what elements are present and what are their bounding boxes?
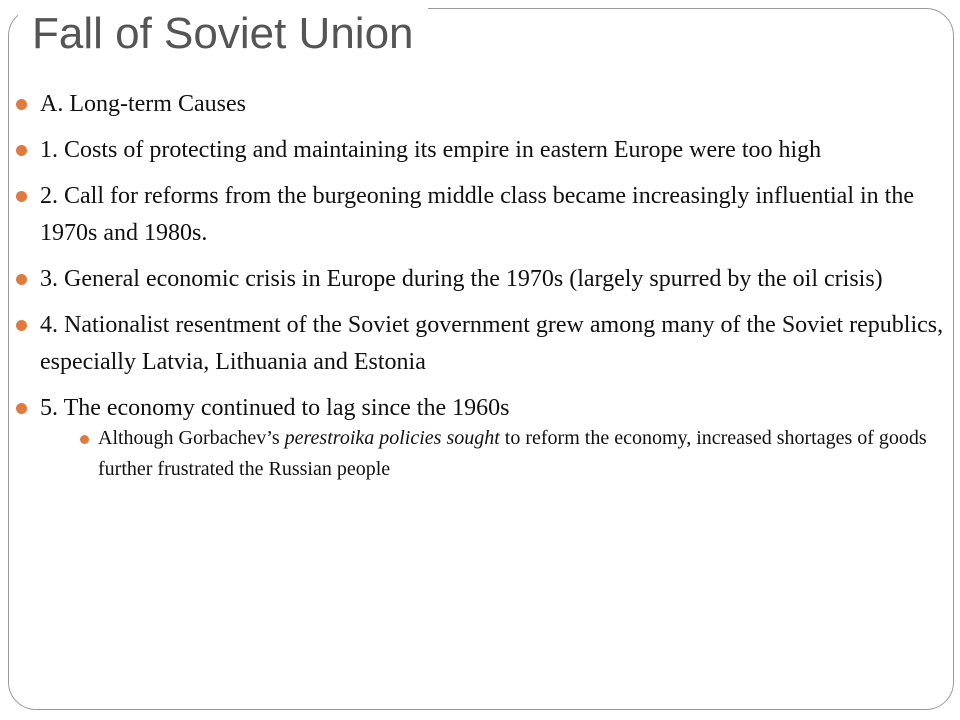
- bullet-item: [12, 390, 952, 485]
- bullet-item: [12, 132, 952, 169]
- sub-bullet-text-pre: Although Gorbachev’s: [98, 427, 285, 449]
- bullet-text: 2. Call for reforms from the burgeoning middle class became increasingly influential in the 1970s and 1980s.: [40, 183, 914, 246]
- bullet-item: [12, 261, 952, 298]
- bullet-item: [12, 178, 952, 252]
- slide-title: Fall of Soviet Union: [32, 9, 414, 58]
- bullet-item: [12, 307, 952, 381]
- bullet-dot-icon: [16, 274, 27, 285]
- bullet-dot-icon: [16, 320, 27, 331]
- bullet-text: A. Long-term Causes: [40, 91, 246, 117]
- sub-bullet-item: [40, 423, 952, 485]
- bullet-text: 5. The economy continued to lag since the 1960s: [40, 395, 510, 421]
- bullet-item: [12, 86, 952, 123]
- title-area: [18, 0, 428, 70]
- bullet-text: 1. Costs of protecting and maintaining its empire in eastern Europe were too high: [40, 137, 822, 163]
- sub-bullet-text-post: to reform the economy, increased shortages of goods further frustrated the Russian people: [98, 427, 927, 480]
- slide-content: [12, 86, 952, 494]
- bullet-dot-icon: [16, 191, 27, 202]
- sub-bullet-list: [40, 423, 952, 485]
- bullet-dot-icon: [16, 145, 27, 156]
- bullet-text: 4. Nationalist resentment of the Soviet government grew among many of the Soviet republics, especially Latvia, Lithuania and Estonia: [40, 312, 944, 375]
- sub-bullet-dot-icon: [80, 435, 89, 444]
- bullet-dot-icon: [16, 99, 27, 110]
- bullet-list: [12, 86, 952, 485]
- bullet-text: 3. General economic crisis in Europe during the 1970s (largely spurred by the oil crisis): [40, 266, 883, 292]
- bullet-dot-icon: [16, 403, 27, 414]
- sub-bullet-text-italic: perestroika policies sought: [284, 427, 500, 449]
